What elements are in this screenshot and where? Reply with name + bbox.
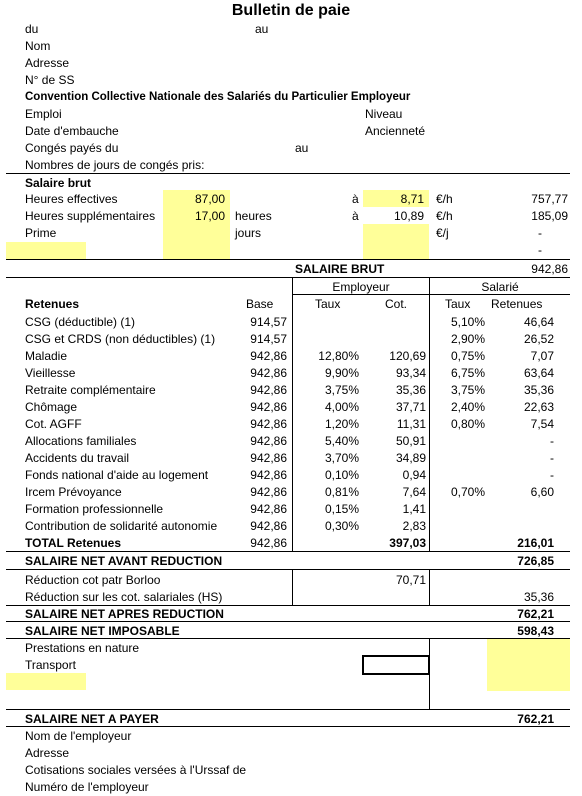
retenue-label: Chômage xyxy=(25,400,78,414)
divider xyxy=(6,709,570,710)
retenue-base: 942,86 xyxy=(250,434,287,448)
retenue-sal-ret: 26,52 xyxy=(523,332,554,346)
supp-hours-label: Heures supplémentaires xyxy=(25,209,156,223)
retenue-base: 942,86 xyxy=(250,519,287,533)
retenue-emp-cot: 50,91 xyxy=(395,434,426,448)
retenue-sal-taux: 0,75% xyxy=(450,349,485,363)
numero-employeur-label: Numéro de l'employeur xyxy=(25,780,149,794)
retenue-label: Maladie xyxy=(25,349,68,363)
conges-au-label: au xyxy=(295,141,309,155)
date-embauche-label: Date d'embauche xyxy=(25,124,119,138)
retenue-sal-ret: - xyxy=(550,451,554,465)
retenue-sal-ret: - xyxy=(550,434,554,448)
retenue-base: 942,86 xyxy=(250,383,287,397)
nom-label: Nom xyxy=(25,39,51,53)
retenue-label: Retraite complémentaire xyxy=(25,383,156,397)
retenue-sal-taux: 3,75% xyxy=(450,383,485,397)
retenue-base: 942,86 xyxy=(250,468,287,482)
retenue-sal-ret: 63,64 xyxy=(523,366,554,380)
total-emp: 397,03 xyxy=(389,536,426,550)
supp-hours-value[interactable]: 17,00 xyxy=(194,209,225,223)
retenue-base: 942,86 xyxy=(250,400,287,414)
prime-rate-input-cell[interactable] xyxy=(363,224,429,259)
supp-rate-value: 10,89 xyxy=(393,209,424,223)
emploi-label: Emploi xyxy=(25,107,62,121)
retenue-base: 914,57 xyxy=(250,315,287,329)
prime-label: Prime xyxy=(25,226,57,240)
borloo-label: Réduction cot patr Borloo xyxy=(25,573,161,587)
unit-label: €/h xyxy=(436,209,453,223)
retenue-sal-ret: 22,63 xyxy=(523,400,554,414)
period-du-label: du xyxy=(25,22,39,36)
divider xyxy=(6,569,570,570)
salarie-column-border xyxy=(429,278,430,551)
divider xyxy=(6,277,570,278)
retenue-label: Contribution de solidarité autonomie xyxy=(25,519,218,533)
retenue-base: 942,86 xyxy=(250,366,287,380)
employeur-adresse-label: Adresse xyxy=(25,746,70,760)
retenue-emp-cot: 0,94 xyxy=(402,468,426,482)
retenue-emp-taux: 4,00% xyxy=(324,400,359,414)
rate-value[interactable]: 8,71 xyxy=(400,192,424,206)
retenue-sal-taux: 2,90% xyxy=(450,332,485,346)
reduction-column-border xyxy=(429,570,430,606)
total-retenues-label: TOTAL Retenues xyxy=(25,536,122,550)
retenue-sal-ret: 46,64 xyxy=(523,315,554,329)
retenue-emp-taux: 1,20% xyxy=(324,417,359,431)
retenue-label: CSG (déductible) (1) xyxy=(25,315,136,329)
hs-label: Réduction sur les cot. salariales (HS) xyxy=(25,590,223,604)
employeur-column-border xyxy=(292,278,293,551)
retenue-emp-taux: 0,81% xyxy=(324,485,359,499)
retenue-sal-taux: 5,10% xyxy=(450,315,485,329)
nss-label: N° de SS xyxy=(25,73,75,87)
retenue-sal-taux: 0,80% xyxy=(450,417,485,431)
nom-employeur-label: Nom de l'employeur xyxy=(25,729,132,743)
retenue-label: Vieillesse xyxy=(25,366,76,380)
retenue-emp-taux: 0,30% xyxy=(324,519,359,533)
divider xyxy=(6,726,570,727)
retenue-emp-cot: 7,64 xyxy=(402,485,426,499)
retenue-emp-taux: 3,75% xyxy=(324,383,359,397)
prime-days-input-cell[interactable] xyxy=(163,224,230,259)
emp-taux-header: Taux xyxy=(315,297,341,311)
net-apres-value: 762,21 xyxy=(517,607,554,621)
retenue-label: Formation professionnelle xyxy=(25,502,164,516)
retenue-emp-taux: 0,10% xyxy=(324,468,359,482)
selected-cell[interactable] xyxy=(362,655,430,675)
divider xyxy=(6,259,570,260)
transport-label-input-cell[interactable] xyxy=(6,673,86,690)
urssaf-label: Cotisations sociales versées à l'Urssaf de xyxy=(25,763,247,777)
transport-label: Transport xyxy=(25,658,76,672)
retenue-emp-cot: 1,41 xyxy=(402,502,426,516)
hs-value: 35,36 xyxy=(523,590,554,604)
emp-cot-header: Cot. xyxy=(385,297,408,311)
retenue-emp-cot: 11,31 xyxy=(396,417,426,431)
retenue-emp-cot: 34,89 xyxy=(395,451,426,465)
heures-label: heures xyxy=(235,209,272,223)
retenue-base: 942,86 xyxy=(250,485,287,499)
retenue-emp-taux: 5,40% xyxy=(324,434,359,448)
retenue-sal-ret: 7,07 xyxy=(530,349,554,363)
salarie-header: Salarié xyxy=(481,280,519,294)
a-label: à xyxy=(352,192,359,206)
prime-amount: - xyxy=(538,226,542,240)
prestations-label: Prestations en nature xyxy=(25,641,140,655)
salaire-brut-label: SALAIRE BRUT xyxy=(295,262,385,276)
retenue-label: Cot. AGFF xyxy=(25,417,82,431)
retenue-base: 942,86 xyxy=(250,417,287,431)
retenue-label: Allocations familiales xyxy=(25,434,137,448)
salaire-brut-value: 942,86 xyxy=(531,262,568,276)
retenue-sal-ret: 6,60 xyxy=(530,485,554,499)
convention-label: Convention Collective Nationale des Salariés du Particulier Employeur xyxy=(25,91,411,103)
net-avant-label: SALAIRE NET AVANT REDUCTION xyxy=(25,554,223,568)
retenue-base: 942,86 xyxy=(250,502,287,516)
prestations-amount-cell[interactable] xyxy=(487,638,570,691)
retenue-emp-cot: 120,69 xyxy=(389,349,426,363)
divider xyxy=(6,605,570,606)
niveau-label: Niveau xyxy=(365,107,403,121)
total-base: 942,86 xyxy=(250,536,287,550)
retenue-emp-cot: 93,34 xyxy=(395,366,426,380)
total-sal: 216,01 xyxy=(517,536,554,550)
divider xyxy=(6,551,570,552)
retenue-label: Accidents du travail xyxy=(25,451,130,465)
unit-label: €/j xyxy=(436,226,449,240)
employeur-header: Employeur xyxy=(332,280,390,294)
retenue-label: Ircem Prévoyance xyxy=(25,485,122,499)
salaire-brut-section-title: Salaire brut xyxy=(25,176,92,190)
period-au-label: au xyxy=(255,22,269,36)
divider xyxy=(6,173,570,174)
retenue-emp-taux: 0,15% xyxy=(324,502,359,516)
sal-taux-header: Taux xyxy=(445,297,471,311)
a-label: à xyxy=(352,209,359,223)
extra-amount: - xyxy=(538,243,542,257)
retenue-emp-taux: 12,80% xyxy=(318,349,359,363)
retenue-sal-taux: 6,75% xyxy=(450,366,485,380)
retenue-emp-cot: 37,71 xyxy=(395,400,426,414)
hours-amount: 757,77 xyxy=(531,192,568,206)
net-apres-label: SALAIRE NET APRES REDUCTION xyxy=(25,607,224,621)
prestations-column-border xyxy=(429,639,430,709)
retenue-emp-cot: 2,83 xyxy=(402,519,426,533)
unit-label: €/h xyxy=(436,192,453,206)
retenue-sal-ret: 35,36 xyxy=(523,383,554,397)
net-imposable-value: 598,43 xyxy=(517,624,554,638)
jours-conges-label: Nombres de jours de congés pris: xyxy=(25,158,205,172)
retenue-base: 942,86 xyxy=(250,349,287,363)
divider xyxy=(6,621,570,622)
retenue-sal-taux: 0,70% xyxy=(450,485,485,499)
adresse-label: Adresse xyxy=(25,56,70,70)
retenues-header: Retenues xyxy=(25,297,80,311)
retenue-label: Fonds national d'aide au logement xyxy=(25,468,209,482)
retenue-sal-taux: 2,40% xyxy=(450,400,485,414)
extra-label-input-cell[interactable] xyxy=(6,242,86,259)
retenue-base: 942,86 xyxy=(250,451,287,465)
retenue-sal-ret: - xyxy=(550,468,554,482)
net-imposable-label: SALAIRE NET IMPOSABLE xyxy=(25,624,180,638)
net-payer-value: 762,21 xyxy=(517,712,554,726)
base-header: Base xyxy=(246,297,274,311)
borloo-value: 70,71 xyxy=(395,573,426,587)
sal-retenues-header: Retenues xyxy=(491,297,543,311)
conges-du-label: Congés payés du xyxy=(25,141,119,155)
supp-amount: 185,09 xyxy=(531,209,568,223)
retenue-sal-ret: 7,54 xyxy=(530,417,554,431)
retenue-emp-cot: 35,36 xyxy=(395,383,426,397)
retenue-emp-taux: 9,90% xyxy=(324,366,359,380)
divider xyxy=(293,294,570,295)
hours-label: Heures effectives xyxy=(25,192,118,206)
retenue-emp-taux: 3,70% xyxy=(324,451,359,465)
jours-label: jours xyxy=(235,226,262,240)
divider xyxy=(6,638,570,639)
page-title: Bulletin de paie xyxy=(231,2,351,19)
retenue-label: CSG et CRDS (non déductibles) (1) xyxy=(25,332,216,346)
hours-value[interactable]: 87,00 xyxy=(194,192,225,206)
reduction-column-border xyxy=(292,570,293,606)
net-avant-value: 726,85 xyxy=(517,554,554,568)
anciennete-label: Ancienneté xyxy=(365,124,426,138)
net-payer-label: SALAIRE NET A PAYER xyxy=(25,712,159,726)
retenue-base: 914,57 xyxy=(250,332,287,346)
